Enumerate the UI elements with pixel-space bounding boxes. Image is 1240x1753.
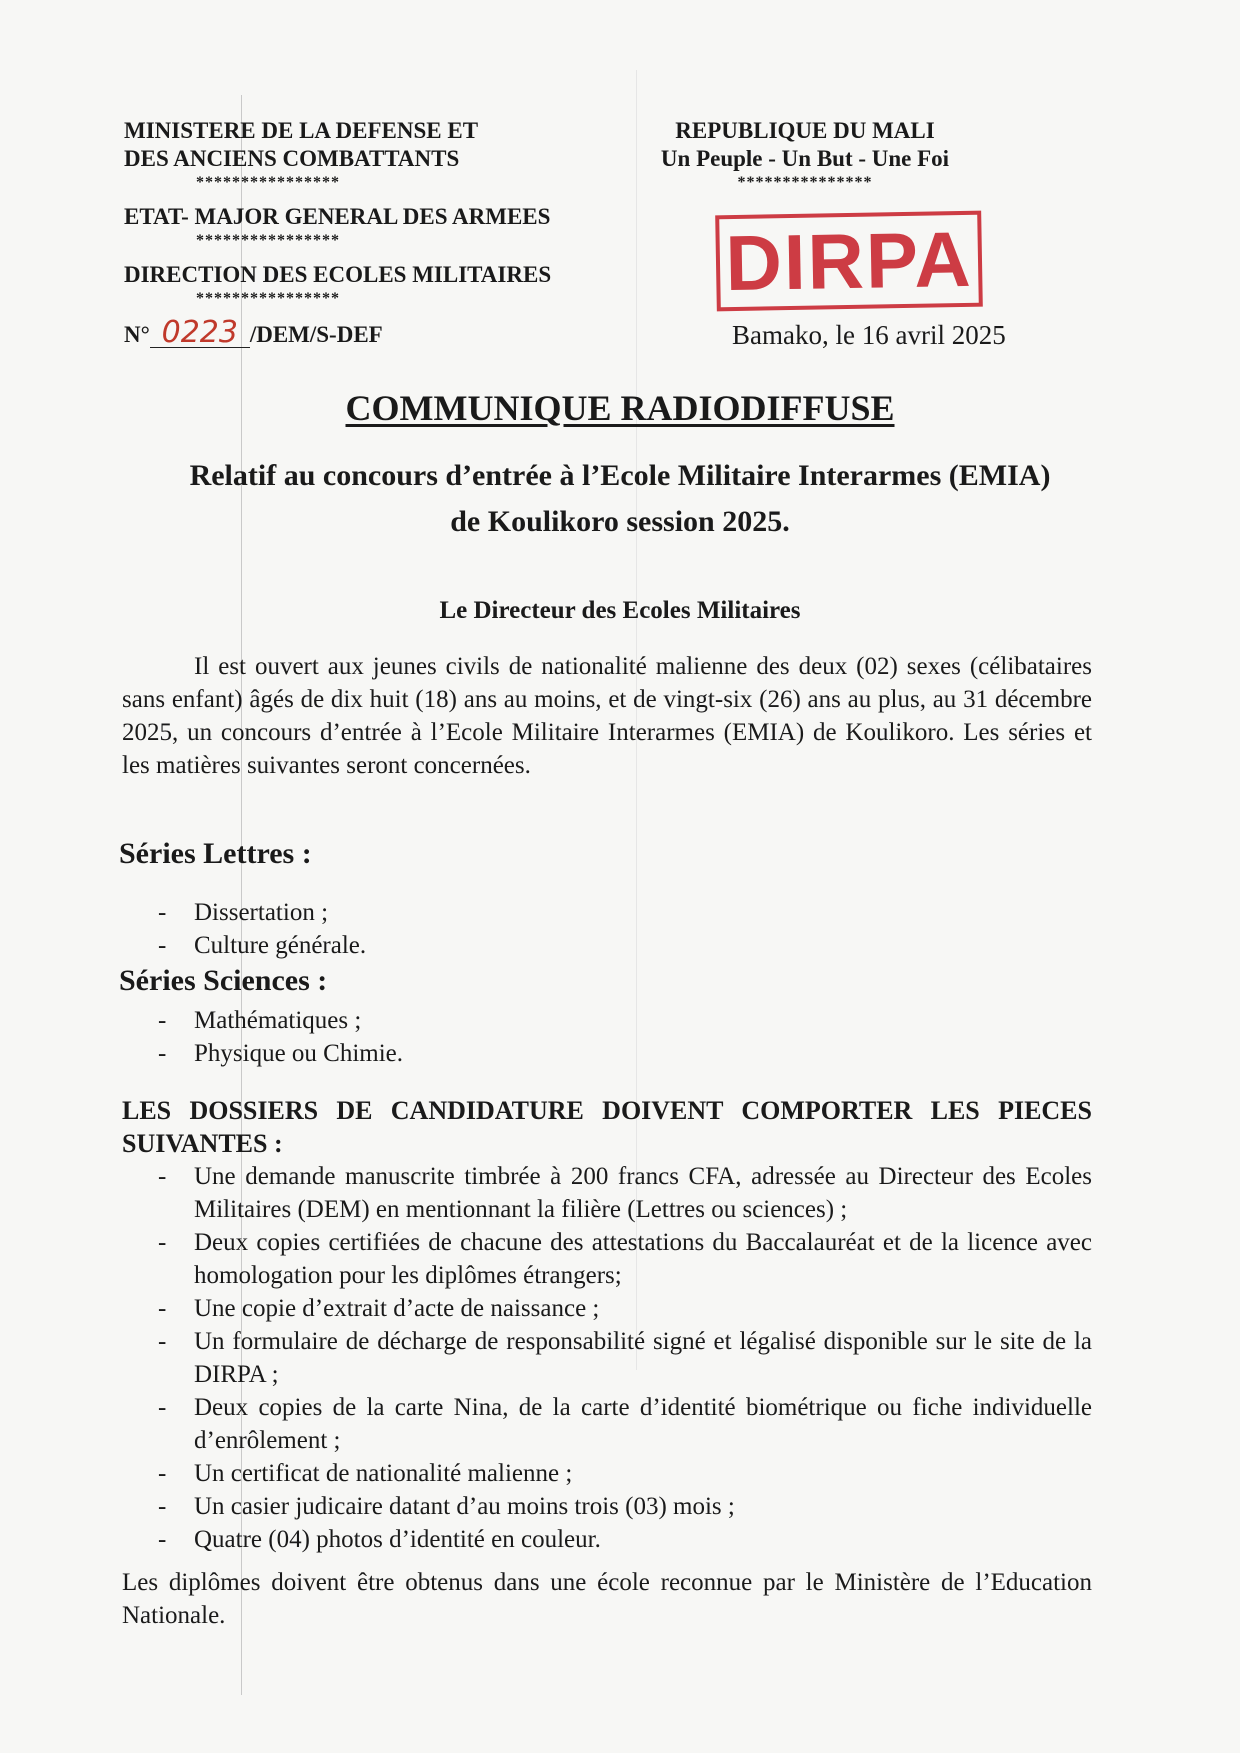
separator-stars: *************** — [737, 174, 873, 191]
subtitle — [100, 453, 1140, 545]
list-item: - Un certificat de nationalité malienne ; — [122, 1457, 1092, 1490]
list-item: - Mathématiques ; — [122, 1004, 1092, 1037]
dirpa-stamp: DIRPA — [715, 211, 983, 312]
closing-paragraph: Les diplômes doivent être obtenus dans une école reconnue par le Ministère de l’Education Nationale. — [122, 1569, 1092, 1629]
separator-stars: **************** — [196, 174, 340, 191]
subtitle-line1: Relatif au concours d’entrée à l’Ecole Militaire Interarmes (EMIA) — [189, 459, 1051, 492]
sciences-list — [122, 1004, 1092, 1070]
title-text: COMMUNIQUE RADIODIFFUSE — [345, 388, 895, 428]
national-motto: Un Peuple - Un But - Une Foi — [660, 146, 950, 171]
ministry-line1: MINISTERE DE LA DEFENSE ET — [124, 118, 479, 143]
ministry-line2: DES ANCIENS COMBATTANTS — [124, 146, 460, 171]
page-title — [0, 388, 1240, 428]
republic-name: REPUBLIQUE DU MALI — [675, 118, 935, 143]
list-item: - Culture générale. — [122, 929, 1092, 962]
director-heading: Le Directeur des Ecoles Militaires — [439, 597, 801, 624]
intro-paragraph: Il est ouvert aux jeunes civils de nationalité malienne des deux (02) sexes (célibataires sans enfant) âgés de dix huit (18) ans au moins, et de vingt-six (26) ans au plus, au 31 décembre 2025, un concours d’entrée à l’Ecole Militaire Interarmes (EMIA) de Koulikoro. Les séries et les matières suivantes seront concernées. — [122, 653, 1092, 779]
list-item: - Deux copies certifiées de chacune des attestations du Baccalauréat et de la licence avec homologation pour les diplômes étrangers; — [122, 1226, 1092, 1292]
lettres-heading: Séries Lettres : — [119, 837, 312, 870]
list-item: - Dissertation ; — [122, 896, 1092, 929]
list-item: - Deux copies de la carte Nina, de la carte d’identité biométrique ou fiche individuelle d’enrôlement ; — [122, 1391, 1092, 1457]
document-date: Bamako, le 16 avril 2025 — [732, 320, 1006, 350]
dossiers-heading: LES DOSSIERS DE CANDIDATURE DOIVENT COMPORTER LES PIECES SUIVANTES : — [122, 1096, 1092, 1158]
direction-name: DIRECTION DES ECOLES MILITAIRES — [124, 262, 552, 287]
list-item: - Une demande manuscrite timbrée à 200 francs CFA, adressée au Directeur des Ecoles Militaires (DEM) en mentionnant la filière (Lettres ou sciences) ; — [122, 1160, 1092, 1226]
list-item: - Quatre (04) photos d’identité en couleur. — [122, 1523, 1092, 1556]
separator-stars: **************** — [196, 232, 340, 249]
staff-name: ETAT- MAJOR GENERAL DES ARMEES — [124, 204, 551, 229]
separator-stars: **************** — [196, 290, 340, 307]
ref-prefix: N° — [124, 322, 150, 347]
reference-number — [124, 315, 644, 350]
ref-number-handwritten: 0223 — [150, 319, 250, 348]
header-right — [640, 117, 970, 191]
list-item: - Une copie d’extrait d’acte de naissance ; — [122, 1292, 1092, 1325]
lettres-list — [122, 896, 1092, 962]
sciences-heading: Séries Sciences : — [119, 964, 328, 997]
dossiers-list — [122, 1160, 1092, 1556]
list-item: - Physique ou Chimie. — [122, 1037, 1092, 1070]
ref-suffix: /DEM/S-DEF — [249, 322, 383, 347]
header-left — [124, 117, 644, 349]
subtitle-line2: de Koulikoro session 2025. — [450, 505, 790, 538]
list-item: - Un formulaire de décharge de responsabilité signé et légalisé disponible sur le site de la DIRPA ; — [122, 1325, 1092, 1391]
list-item: - Un casier judicaire datant d’au moins trois (03) mois ; — [122, 1490, 1092, 1523]
